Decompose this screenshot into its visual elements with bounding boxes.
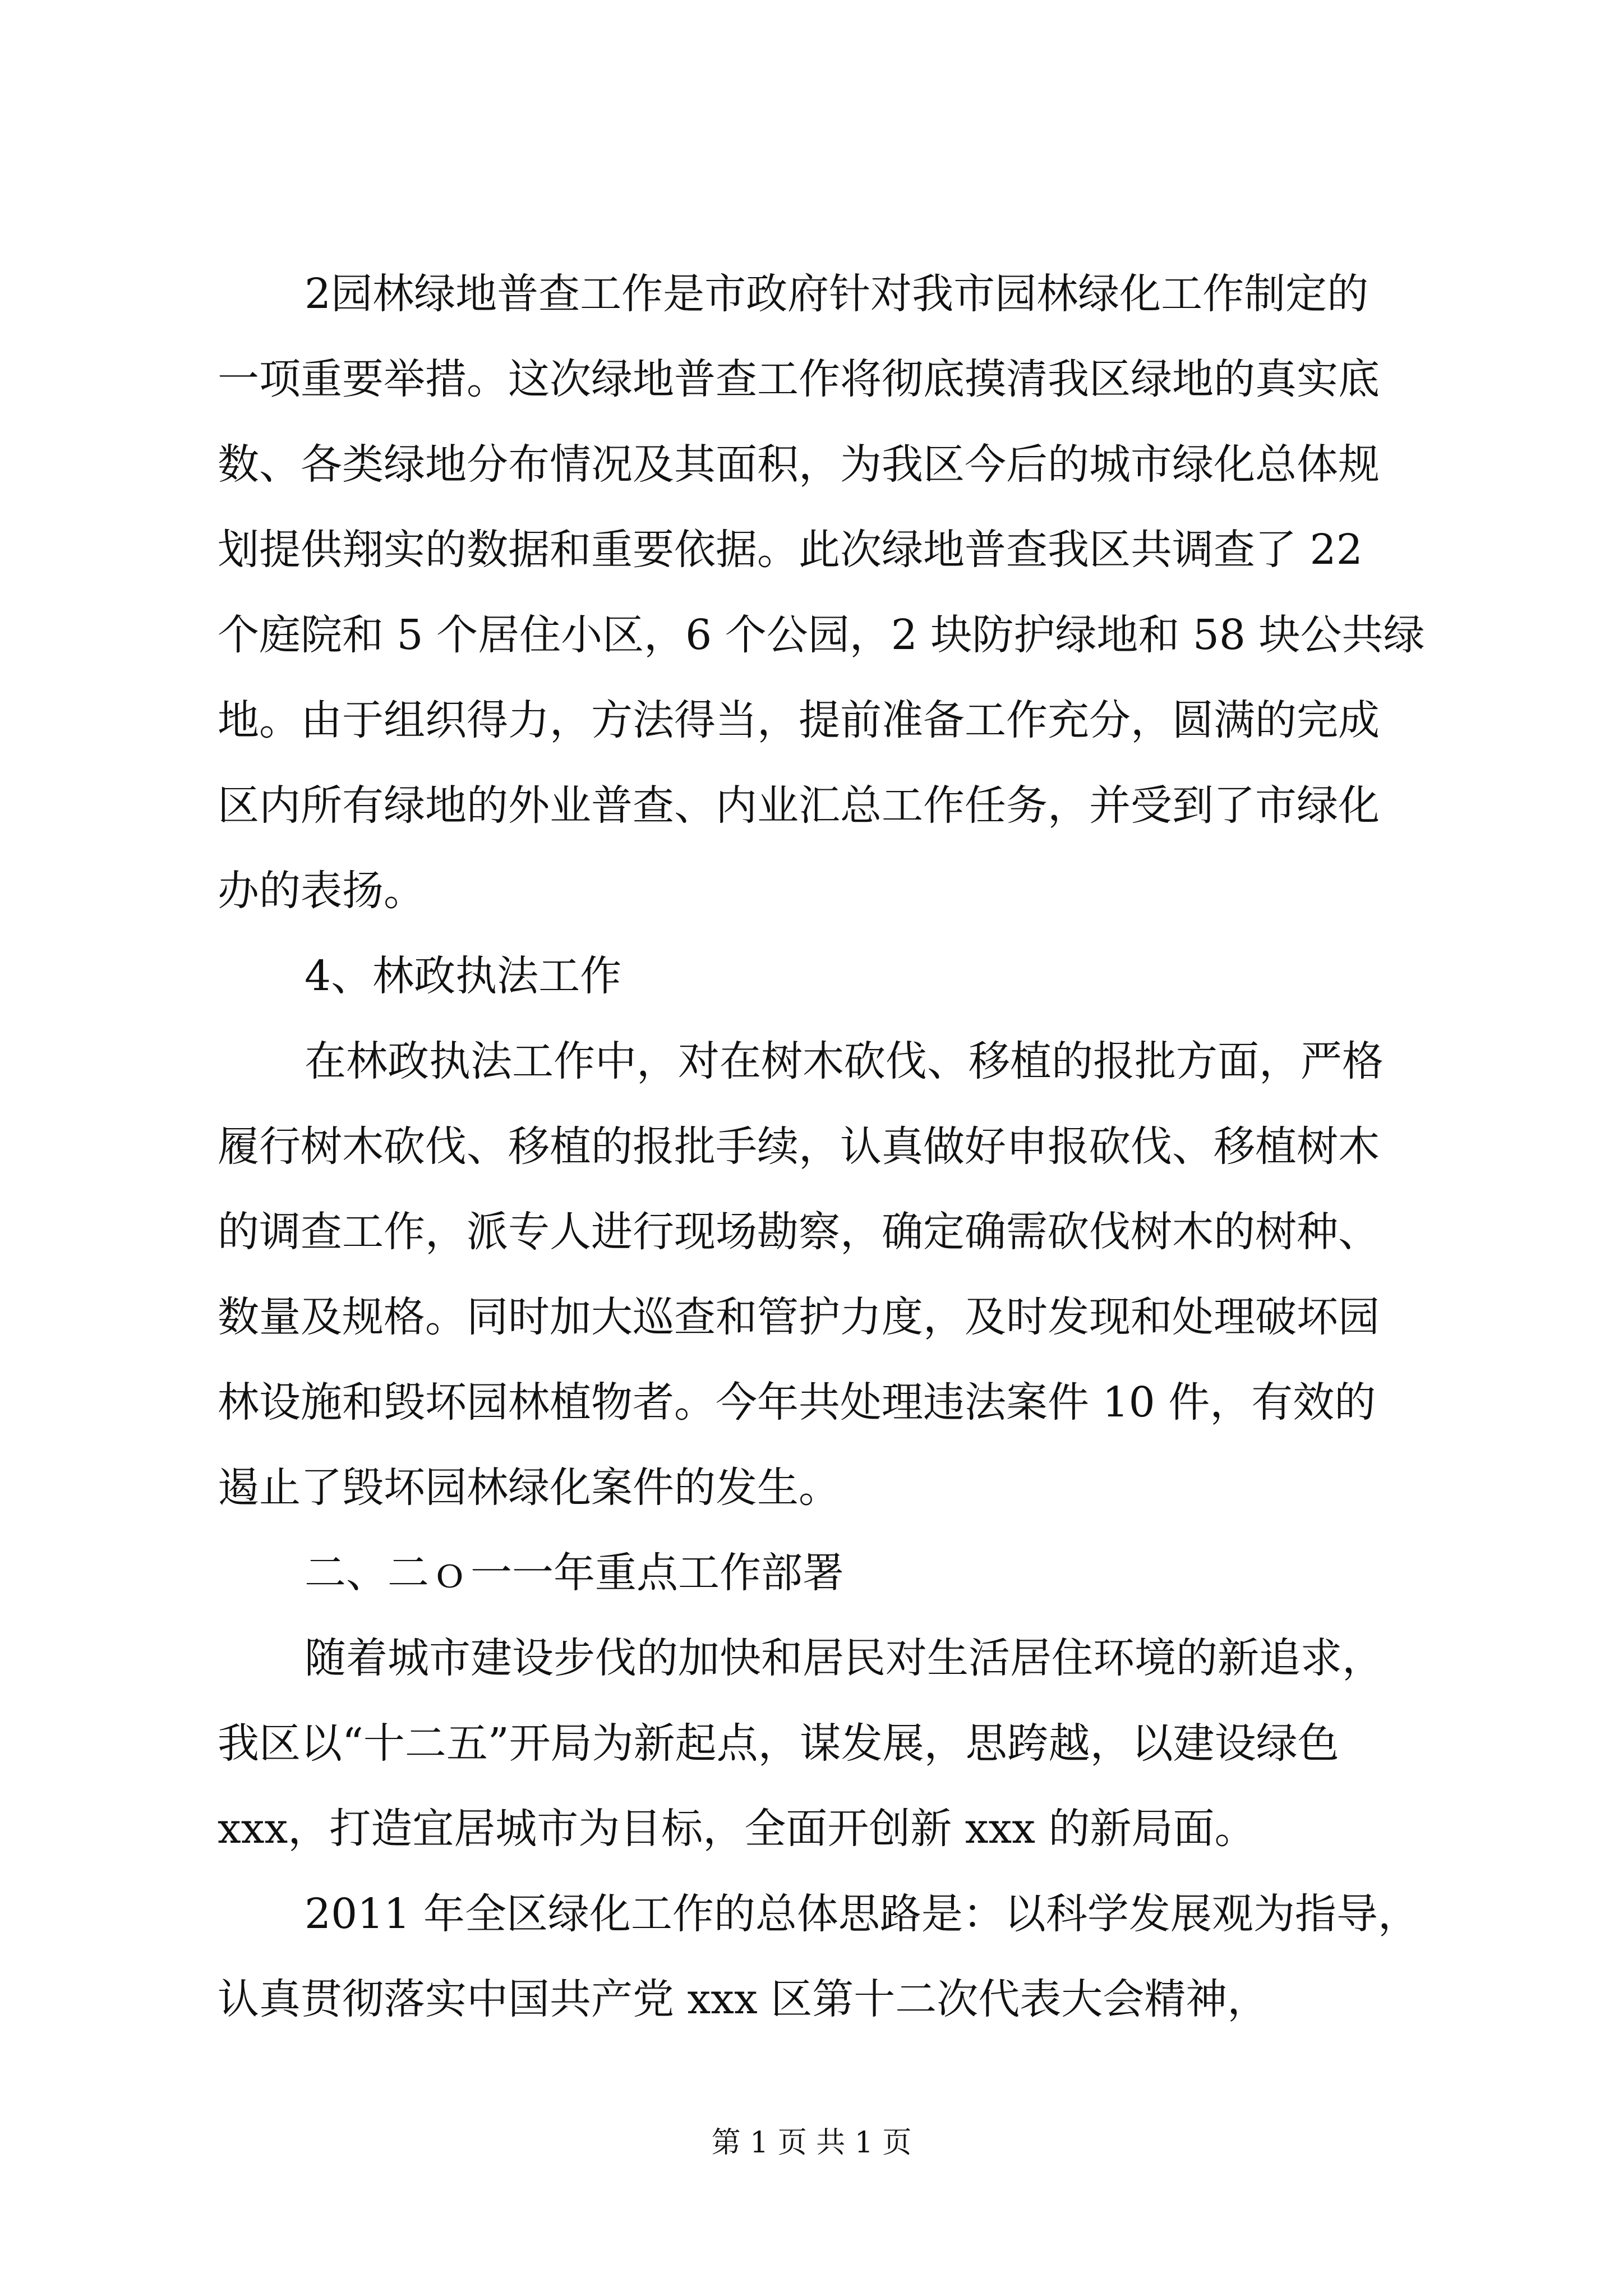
text-line: 4、林政执法工作 — [305, 952, 622, 1000]
text-line: 个庭院和 5 个居住小区，6 个公园，2 块防护绿地和 58 块公共绿 — [218, 611, 1425, 659]
text-line: xxx，打造宜居城市为目标，全面开创新 xxx 的新局面。 — [218, 1805, 1256, 1853]
text-line: 履行树木砍伐、移植的报批手续，认真做好申报砍伐、移植树木 — [218, 1122, 1380, 1171]
text-line: 地。由于组织得力，方法得当，提前准备工作充分，圆满的完成 — [218, 696, 1380, 744]
text-line: 划提供翔实的数据和重要依据。此次绿地普查我区共调查了 22 — [218, 526, 1363, 574]
text-line: 我区以“十二五”开局为新起点，谋发展，思跨越，以建设绿色 — [218, 1719, 1339, 1768]
text-line: 认真贯彻落实中国共产党 xxx 区第十二次代表大会精神， — [218, 1975, 1269, 2023]
text-line: 一项重要举措。这次绿地普查工作将彻底摸清我区绿地的真实底 — [218, 355, 1380, 403]
text-line: 2011 年全区绿化工作的总体思路是：以科学发展观为指导， — [305, 1890, 1419, 1938]
text-line: 的调查工作，派专人进行现场勘察，确定确需砍伐树木的树种、 — [218, 1208, 1380, 1256]
text-line: 数、各类绿地分布情况及其面积，为我区今后的城市绿化总体规 — [218, 440, 1380, 489]
text-line: 在林政执法工作中，对在树木砍伐、移植的报批方面，严格 — [305, 1037, 1384, 1085]
text-line: 林设施和毁坏园林植物者。今年共处理违法案件 10 件，有效的 — [218, 1378, 1376, 1427]
text-line: 二、二ｏ一一年重点工作部署 — [305, 1549, 844, 1597]
text-line: 办的表扬。 — [218, 867, 425, 915]
text-line: 2园林绿地普查工作是市政府针对我市园林绿化工作制定的 — [305, 270, 1369, 318]
text-line: 遏止了毁坏园林绿化案件的发生。 — [218, 1464, 840, 1512]
text-line: 随着城市建设步伐的加快和居民对生活居住环境的新追求， — [305, 1634, 1384, 1682]
text-line: 区内所有绿地的外业普查、内业汇总工作任务，并受到了市绿化 — [218, 781, 1380, 830]
text-line: 数量及规格。同时加大巡查和管护力度，及时发现和处理破坏园 — [218, 1293, 1380, 1341]
document-body — [218, 251, 1425, 2042]
page-footer: 第 1 页 共 1 页 — [711, 2126, 912, 2160]
